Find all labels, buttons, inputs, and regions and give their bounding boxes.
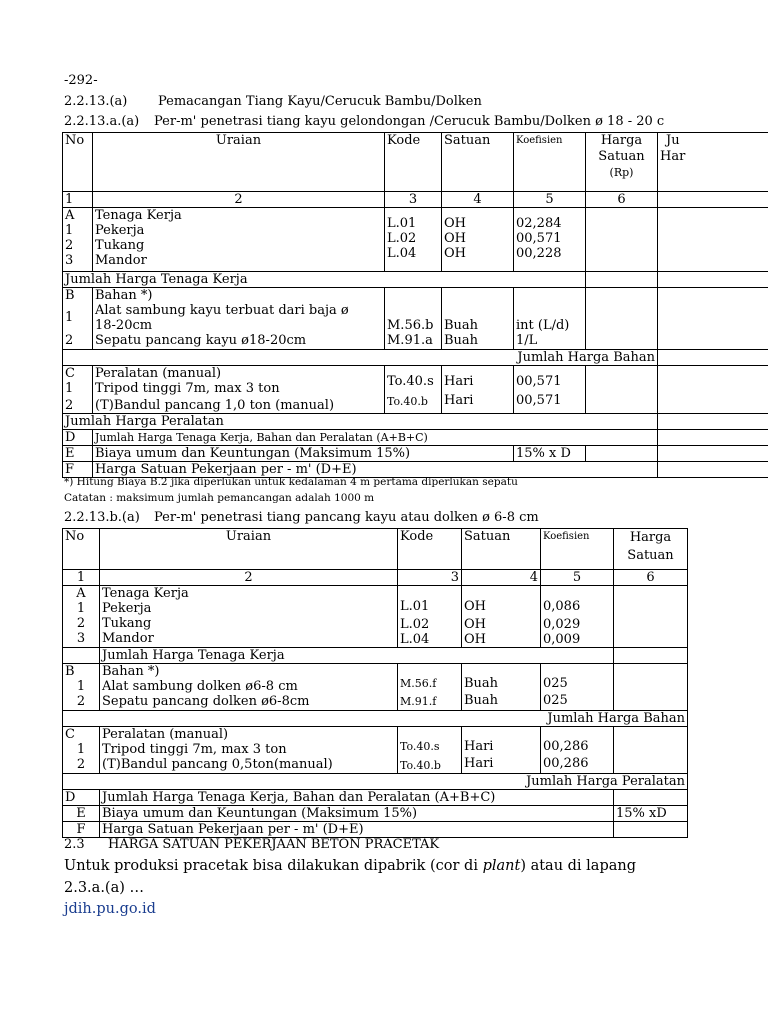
- header-jumlah-harga: [658, 133, 768, 192]
- section-b-jumlah: [658, 288, 768, 350]
- jumlah-tenaga-jumlah: [658, 272, 768, 288]
- column-number-row: [63, 192, 768, 208]
- t2-a-row-1-no: 1: [76, 601, 86, 616]
- row-e-harga: [586, 446, 658, 462]
- t2-c-row-1-satuan: Hari: [464, 739, 494, 754]
- t2-header-uraian: Uraian: [100, 529, 398, 570]
- t2-c-row-1-koef: 00,286: [543, 739, 589, 754]
- t2-row-f: [63, 822, 688, 838]
- t2-a-row-2-kode: L.02: [400, 617, 430, 632]
- section-b-block: [63, 288, 768, 350]
- colnum-7: [658, 192, 768, 208]
- section-c-uraian: [93, 366, 385, 414]
- t2-section-b-uraian: [100, 664, 398, 711]
- paragraph-italic-plant: plant: [482, 858, 521, 874]
- section-a-uraian: [93, 208, 385, 272]
- jumlah-bahan-row: [63, 350, 768, 366]
- t2-b-row-2-koef: 025: [543, 693, 568, 708]
- t2-section-b-title: Bahan *): [102, 664, 160, 679]
- a-row-2-no: 2: [65, 238, 74, 253]
- footer-source-link[interactable]: jdih.pu.go.id: [64, 901, 156, 917]
- section-b-uraian: [93, 288, 385, 350]
- t2-colnum-6: 6: [614, 570, 688, 586]
- t2-jumlah-bahan-label: Jumlah Harga Bahan: [63, 711, 688, 727]
- subsection-heading-a: [64, 114, 664, 129]
- section-c-numbers: [63, 366, 93, 414]
- section-a-block: [63, 208, 768, 272]
- subsection-heading-b: [64, 510, 539, 525]
- t2-a-row-2-uraian: Tukang: [102, 616, 152, 631]
- t2-section-c-kode: [398, 727, 462, 774]
- a-row-3-uraian: Mandor: [95, 253, 147, 268]
- t2-b-row-1-no: 1: [76, 679, 86, 694]
- t2-b-row-1-kode: M.56.f: [400, 677, 437, 690]
- subsection-title: Per-m' penetrasi tiang kayu gelondongan /Cerucuk Bambu/Dolken ø 18 - 20 c: [154, 114, 665, 129]
- colnum-5: 5: [514, 192, 586, 208]
- c-row-1-satuan: Hari: [444, 374, 474, 389]
- section-a-title: Tenaga Kerja: [95, 208, 182, 223]
- colnum-3: 3: [385, 192, 442, 208]
- a-row-1-kode: L.01: [387, 216, 417, 231]
- colnum-2: 2: [93, 192, 385, 208]
- t2-a-row-1-koef: 0,086: [543, 599, 581, 614]
- jumlah-tenaga-row: [63, 272, 768, 288]
- c-row-2-kode: To.40.b: [387, 395, 428, 408]
- t2-c-row-2-uraian: (T)Bandul pancang 0,5ton(manual): [102, 757, 333, 772]
- header-harga-line3: (Rp): [609, 166, 634, 179]
- t2-row-e-koef: 15% xD: [614, 806, 688, 822]
- t2-section-c-block: [63, 727, 688, 774]
- t2-section-a-harga: [614, 586, 688, 648]
- header-kode: Kode: [385, 133, 442, 192]
- row-e: [63, 446, 768, 462]
- row-e-label: E: [63, 446, 93, 462]
- t2-c-row-1-uraian: Tripod tinggi 7m, max 3 ton: [102, 742, 287, 757]
- t2-section-a-block: [63, 586, 688, 648]
- row-e-text: Biaya umum dan Keuntungan (Maksimum 15%): [93, 446, 514, 462]
- t2-b-row-2-satuan: Buah: [464, 693, 499, 708]
- c-row-2-uraian: (T)Bandul pancang 1,0 ton (manual): [95, 398, 335, 413]
- jumlah-peralatan-jumlah: [658, 414, 768, 430]
- b-row-1-koef: int (L/d): [516, 318, 570, 333]
- b-row-2-koef: 1/L: [516, 333, 538, 348]
- t2-colnum-2: 2: [100, 570, 398, 586]
- t2-row-f-harga: [614, 822, 688, 838]
- t2-section-b-koef: [541, 664, 614, 711]
- analysis-table-2: [62, 528, 688, 838]
- t2-jumlah-tenaga-no: [63, 648, 100, 664]
- a-row-1-no: 1: [65, 223, 74, 238]
- t2-section-c-koef: [541, 727, 614, 774]
- section-c-harga: [586, 366, 658, 414]
- b-row-2-satuan: Buah: [444, 333, 479, 348]
- t2-colnum-4: 4: [462, 570, 541, 586]
- section-c-title: Peralatan (manual): [95, 366, 222, 381]
- b-row-2-no: 2: [65, 333, 74, 348]
- subsection-b-number: 2.2.13.b.(a): [64, 510, 140, 525]
- section-a-satuan: [442, 208, 514, 272]
- b-row-1-no: 1: [65, 310, 74, 325]
- note-max-pemancangan: Catatan : maksimum jumlah pemancangan adalah 1000 m: [64, 492, 375, 504]
- c-row-1-no: 1: [65, 381, 74, 396]
- t2-header-row: [63, 529, 688, 570]
- t2-header-harga-line2: Satuan: [627, 548, 674, 563]
- section-b-label: B: [65, 288, 75, 303]
- row-e-jumlah: [658, 446, 768, 462]
- section-c-jumlah: [658, 366, 768, 414]
- c-row-1-koef: 00,571: [516, 374, 562, 389]
- t2-jumlah-tenaga-row: [63, 648, 688, 664]
- a-row-1-satuan: OH: [444, 216, 466, 231]
- paragraph-pracetak: [64, 858, 636, 874]
- b-row-1-kode: M.56.b: [387, 318, 434, 333]
- page-number: -292-: [64, 73, 98, 88]
- t2-section-a-koef: [541, 586, 614, 648]
- c-row-2-no: 2: [65, 398, 74, 413]
- a-row-1-koef: 02,284: [516, 216, 562, 231]
- colnum-6: 6: [586, 192, 658, 208]
- t2-header-no: No: [63, 529, 100, 570]
- t2-jumlah-peralatan-row: [63, 774, 688, 790]
- t2-section-a-title: Tenaga Kerja: [102, 586, 189, 601]
- next-section-ref: 2.3.a.(a) …: [64, 880, 144, 896]
- t2-section-c-label: C: [65, 727, 75, 742]
- t2-header-harga-satuan: [614, 529, 688, 570]
- t2-jumlah-tenaga-label: Jumlah Harga Tenaga Kerja: [100, 648, 614, 664]
- section-c-kode: [385, 366, 442, 414]
- a-row-2-kode: L.02: [387, 231, 417, 246]
- jumlah-bahan-jumlah: [658, 350, 768, 366]
- section-b-koef: [514, 288, 586, 350]
- section-a-numbers: [63, 208, 93, 272]
- t2-a-row-3-satuan: OH: [464, 632, 486, 647]
- t2-jumlah-tenaga-harga: [614, 648, 688, 664]
- t2-c-row-2-kode: To.40.b: [400, 759, 441, 772]
- t2-row-d: [63, 790, 688, 806]
- t2-a-row-3-kode: L.04: [400, 632, 430, 647]
- section-c-koef: [514, 366, 586, 414]
- t2-section-b-kode: [398, 664, 462, 711]
- t2-section-b-label: B: [65, 664, 75, 679]
- paragraph-text-end: ) atau di lapang: [520, 858, 637, 874]
- section-title: Pemacangan Tiang Kayu/Cerucuk Bambu/Dolken: [158, 94, 482, 109]
- t2-row-e-text: Biaya umum dan Keuntungan (Maksimum 15%): [100, 806, 614, 822]
- t2-a-row-3-no: 3: [76, 631, 86, 646]
- t2-section-c-satuan: [462, 727, 541, 774]
- t2-jumlah-bahan-row: [63, 711, 688, 727]
- t2-row-f-text: Harga Satuan Pekerjaan per - m' (D+E): [100, 822, 614, 838]
- b-row-2-uraian: Sepatu pancang kayu ø18-20cm: [95, 333, 307, 348]
- t2-section-a-label: A: [76, 586, 86, 601]
- jumlah-bahan-label: Jumlah Harga Bahan: [63, 350, 658, 366]
- t2-c-row-2-satuan: Hari: [464, 756, 494, 771]
- b-row-1-uraian-line1: Alat sambung kayu terbuat dari baja ø: [95, 303, 349, 318]
- t2-c-row-2-koef: 00,286: [543, 756, 589, 771]
- t2-a-row-3-uraian: Mandor: [102, 631, 154, 646]
- t2-row-d-text: Jumlah Harga Tenaga Kerja, Bahan dan Peralatan (A+B+C): [100, 790, 614, 806]
- section-number: 2.2.13.(a): [64, 94, 128, 109]
- a-row-2-satuan: OH: [444, 231, 466, 246]
- a-row-3-satuan: OH: [444, 246, 466, 261]
- section-heading-2-2-13: [64, 94, 482, 109]
- colnum-4: 4: [442, 192, 514, 208]
- footnote-b2: *) Hitung Biaya B.2 jika diperlukan untuk kedalaman 4 m pertama diperlukan sepatu: [64, 476, 518, 488]
- t2-b-row-1-satuan: Buah: [464, 676, 499, 691]
- section-a-harga: [586, 208, 658, 272]
- t2-b-row-1-koef: 025: [543, 676, 568, 691]
- b-row-1-uraian-line2: 18-20cm: [95, 318, 153, 333]
- a-row-3-koef: 00,228: [516, 246, 562, 261]
- section-2-3-title: HARGA SATUAN PEKERJAAN BETON PRACETAK: [108, 837, 440, 852]
- t2-section-b-numbers: [63, 664, 100, 711]
- header-uraian: Uraian: [93, 133, 385, 192]
- t2-a-row-2-no: 2: [76, 616, 86, 631]
- header-no: No: [63, 133, 93, 192]
- header-harga-satuan: [586, 133, 658, 192]
- t2-jumlah-peralatan-label: Jumlah Harga Peralatan: [63, 774, 688, 790]
- header-jumlah-line1: Ju: [666, 133, 680, 148]
- row-d: [63, 430, 768, 446]
- t2-a-row-1-uraian: Pekerja: [102, 601, 152, 616]
- t2-section-a-kode: [398, 586, 462, 648]
- t2-header-koefisien: Koefisien: [541, 529, 614, 570]
- jumlah-tenaga-label: Jumlah Harga Tenaga Kerja: [63, 272, 586, 288]
- t2-row-e-label: E: [63, 806, 100, 822]
- header-harga-line1: Harga: [600, 133, 643, 148]
- t2-colnum-1: 1: [63, 570, 100, 586]
- section-heading-2-3: [64, 837, 439, 852]
- header-row: [63, 133, 768, 192]
- a-row-3-kode: L.04: [387, 246, 417, 261]
- row-d-text: Jumlah Harga Tenaga Kerja, Bahan dan Peralatan (A+B+C): [93, 430, 658, 446]
- t2-a-row-2-koef: 0,029: [543, 617, 581, 632]
- header-satuan: Satuan: [442, 133, 514, 192]
- t2-b-row-2-kode: M.91.f: [400, 695, 437, 708]
- t2-column-number-row: [63, 570, 688, 586]
- t2-c-row-1-kode: To.40.s: [400, 740, 440, 753]
- section-a-label: A: [65, 208, 75, 223]
- t2-header-harga-line1: Harga: [629, 530, 672, 545]
- a-row-1-uraian: Pekerja: [95, 223, 145, 238]
- jumlah-peralatan-label: Jumlah Harga Peralatan: [63, 414, 658, 430]
- t2-section-a-numbers: [63, 586, 100, 648]
- row-f-label: F: [63, 462, 93, 478]
- section-c-block: [63, 366, 768, 414]
- t2-section-a-uraian: [100, 586, 398, 648]
- section-b-numbers: [63, 288, 93, 350]
- t2-row-f-label: F: [63, 822, 100, 838]
- t2-header-satuan: Satuan: [462, 529, 541, 570]
- jumlah-tenaga-harga: [586, 272, 658, 288]
- t2-a-row-2-satuan: OH: [464, 617, 486, 632]
- c-row-2-koef: 00,571: [516, 393, 562, 408]
- t2-section-b-harga: [614, 664, 688, 711]
- t2-c-row-2-no: 2: [76, 757, 86, 772]
- section-a-kode: [385, 208, 442, 272]
- header-harga-line2: Satuan: [598, 149, 645, 164]
- section-c-label: C: [65, 366, 75, 381]
- t2-row-d-label: D: [63, 790, 100, 806]
- t2-section-b-satuan: [462, 664, 541, 711]
- t2-a-row-3-koef: 0,009: [543, 632, 581, 647]
- t2-section-b-block: [63, 664, 688, 711]
- a-row-2-koef: 00,571: [516, 231, 562, 246]
- c-row-1-kode: To.40.s: [387, 374, 434, 389]
- analysis-table-1: [62, 132, 768, 478]
- section-a-jumlah: [658, 208, 768, 272]
- t2-header-kode: Kode: [398, 529, 462, 570]
- t2-a-row-1-kode: L.01: [400, 599, 430, 614]
- t2-a-row-1-satuan: OH: [464, 599, 486, 614]
- t2-section-c-title: Peralatan (manual): [102, 727, 229, 742]
- row-d-jumlah: [658, 430, 768, 446]
- jumlah-peralatan-row: [63, 414, 768, 430]
- section-b-satuan: [442, 288, 514, 350]
- t2-section-c-uraian: [100, 727, 398, 774]
- subsection-b-title: Per-m' penetrasi tiang pancang kayu atau dolken ø 6-8 cm: [154, 510, 539, 525]
- t2-section-c-harga: [614, 727, 688, 774]
- t2-section-a-satuan: [462, 586, 541, 648]
- row-f-text: Harga Satuan Pekerjaan per - m' (D+E): [93, 462, 658, 478]
- b-row-2-kode: M.91.a: [387, 333, 433, 348]
- row-f-jumlah: [658, 462, 768, 478]
- section-b-title: Bahan *): [95, 288, 153, 303]
- subsection-number: 2.2.13.a.(a): [64, 114, 140, 129]
- t2-b-row-2-uraian: Sepatu pancang dolken ø6-8cm: [102, 694, 310, 709]
- t2-section-c-numbers: [63, 727, 100, 774]
- section-b-kode: [385, 288, 442, 350]
- t2-b-row-1-uraian: Alat sambung dolken ø6-8 cm: [102, 679, 298, 694]
- c-row-2-satuan: Hari: [444, 393, 474, 408]
- c-row-1-uraian: Tripod tinggi 7m, max 3 ton: [95, 381, 280, 396]
- header-koefisien: Koefisien: [514, 133, 586, 192]
- t2-c-row-1-no: 1: [76, 742, 86, 757]
- a-row-2-uraian: Tukang: [95, 238, 145, 253]
- b-row-1-satuan: Buah: [444, 318, 479, 333]
- row-d-label: D: [63, 430, 93, 446]
- row-e-koef: 15% x D: [514, 446, 586, 462]
- paragraph-text-start: Untuk produksi pracetak bisa dilakukan dipabrik (cor di: [64, 858, 483, 874]
- t2-colnum-3: 3: [398, 570, 462, 586]
- section-2-3-number: 2.3: [64, 837, 85, 852]
- t2-b-row-2-no: 2: [76, 694, 86, 709]
- t2-row-e: [63, 806, 688, 822]
- t2-row-d-harga: [614, 790, 688, 806]
- colnum-1: 1: [63, 192, 93, 208]
- section-c-satuan: [442, 366, 514, 414]
- section-a-koef: [514, 208, 586, 272]
- t2-colnum-5: 5: [541, 570, 614, 586]
- section-b-harga: [586, 288, 658, 350]
- header-jumlah-line2: Har: [660, 149, 686, 164]
- a-row-3-no: 3: [65, 253, 74, 268]
